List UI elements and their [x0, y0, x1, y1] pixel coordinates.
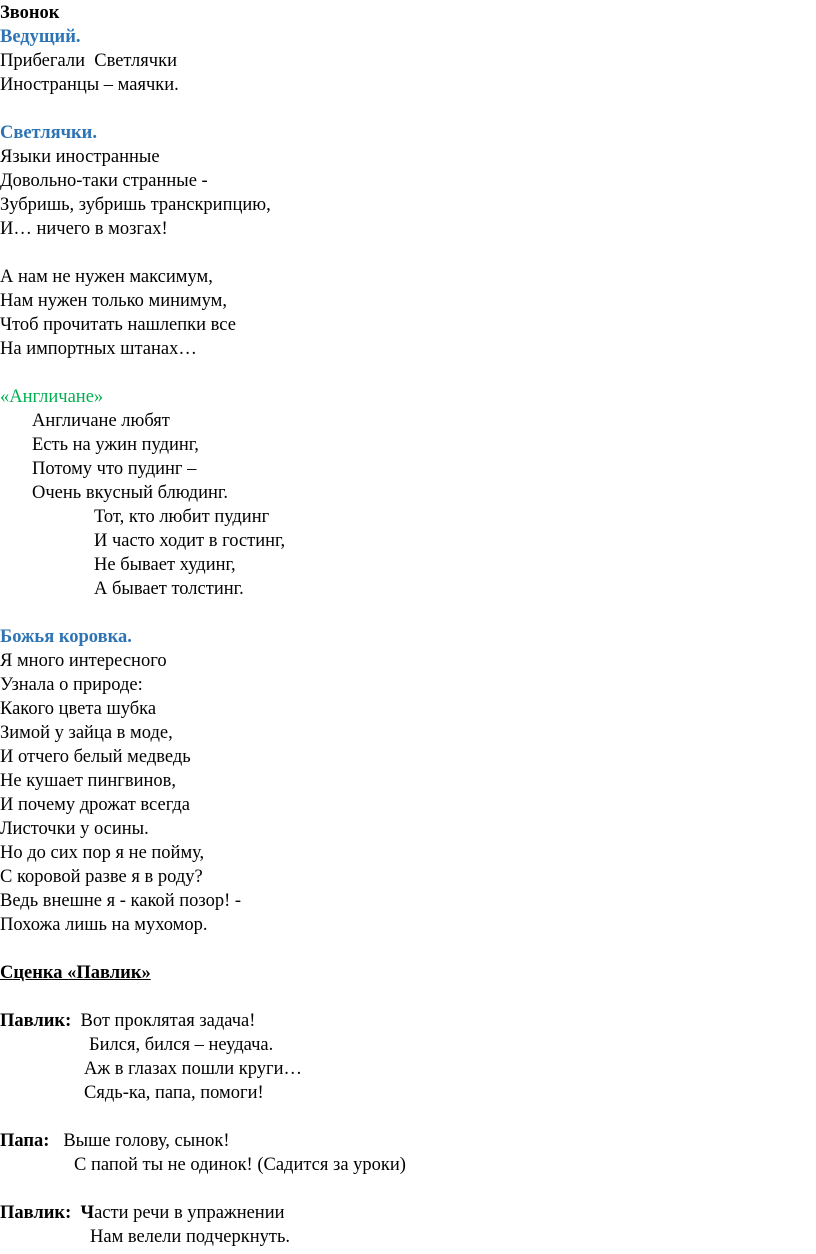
ladybug-speaker: Божья коровка.	[0, 627, 132, 647]
pavlik-text: асти речи в упражнении	[94, 1203, 285, 1223]
fireflies-line: На импортных штанах…	[0, 339, 197, 359]
english-line: Тот, кто любит пудинг	[94, 507, 270, 527]
ladybug-line: Похожа лишь на мухомор.	[0, 915, 208, 935]
ladybug-line: Но до сих пор я не пойму,	[0, 843, 205, 863]
english-title: «Англичане»	[0, 387, 104, 407]
ladybug-line: С коровой разве я в роду?	[0, 867, 203, 887]
pavlik-text-initial: Ч	[71, 1203, 95, 1223]
host-speaker: Ведущий.	[0, 27, 81, 47]
fireflies-speaker: Светлячки.	[0, 123, 97, 143]
papa-line: С папой ты не одинок! (Садится за уроки)	[74, 1155, 406, 1175]
fireflies-line: А нам не нужен максимум,	[0, 267, 213, 287]
pavlik-text: Вот проклятая задача!	[71, 1011, 256, 1031]
fireflies-line: Языки иностранные	[0, 147, 160, 167]
pavlik-line: Сядь-ка, папа, помоги!	[84, 1083, 264, 1103]
pavlik-speaker: Павлик:	[0, 1203, 72, 1223]
ladybug-line: Не кушает пингвинов,	[0, 771, 176, 791]
fireflies-line: И… ничего в мозгах!	[0, 219, 168, 239]
pavlik-line: Нам велели подчеркнуть.	[90, 1227, 291, 1247]
english-line: Очень вкусный блюдинг.	[32, 483, 229, 503]
pavlik-line	[0, 1009, 255, 1033]
english-line: Потому что пудинг –	[32, 459, 197, 479]
papa-line	[0, 1129, 230, 1153]
ladybug-line: И почему дрожат всегда	[0, 795, 190, 815]
english-line: И часто ходит в гостинг,	[94, 531, 286, 551]
fireflies-line: Нам нужен только минимум,	[0, 291, 227, 311]
fireflies-line: Зубришь, зубришь транскрипцию,	[0, 195, 271, 215]
scene-title: Сценка «Павлик»	[0, 963, 151, 983]
ladybug-line: Зимой у зайца в моде,	[0, 723, 173, 743]
papa-speaker: Папа:	[0, 1131, 50, 1151]
title-zvonok: Звонок	[0, 3, 60, 23]
pavlik-line	[0, 1201, 285, 1225]
english-line: А бывает толстинг.	[94, 579, 244, 599]
ladybug-line: Листочки у осины.	[0, 819, 149, 839]
ladybug-line: Я много интересного	[0, 651, 167, 671]
fireflies-line: Довольно-таки странные -	[0, 171, 208, 191]
ladybug-line: Узнала о природе:	[0, 675, 143, 695]
host-line: Прибегали Светлячки	[0, 51, 177, 71]
english-line: Не бывает худинг,	[94, 555, 236, 575]
pavlik-speaker: Павлик:	[0, 1011, 72, 1031]
ladybug-line: Ведь внешне я - какой позор! -	[0, 891, 242, 911]
english-line: Англичане любят	[32, 411, 170, 431]
ladybug-line: Какого цвета шубка	[0, 699, 157, 719]
pavlik-line: Аж в глазах пошли круги…	[84, 1059, 302, 1079]
papa-text: Выше голову, сынок!	[49, 1131, 230, 1151]
ladybug-line: И отчего белый медведь	[0, 747, 191, 767]
host-line: Иностранцы – маячки.	[0, 75, 179, 95]
pavlik-line: Бился, бился – неудача.	[89, 1035, 274, 1055]
fireflies-line: Чтоб прочитать нашлепки все	[0, 315, 236, 335]
english-line: Есть на ужин пудинг,	[32, 435, 199, 455]
